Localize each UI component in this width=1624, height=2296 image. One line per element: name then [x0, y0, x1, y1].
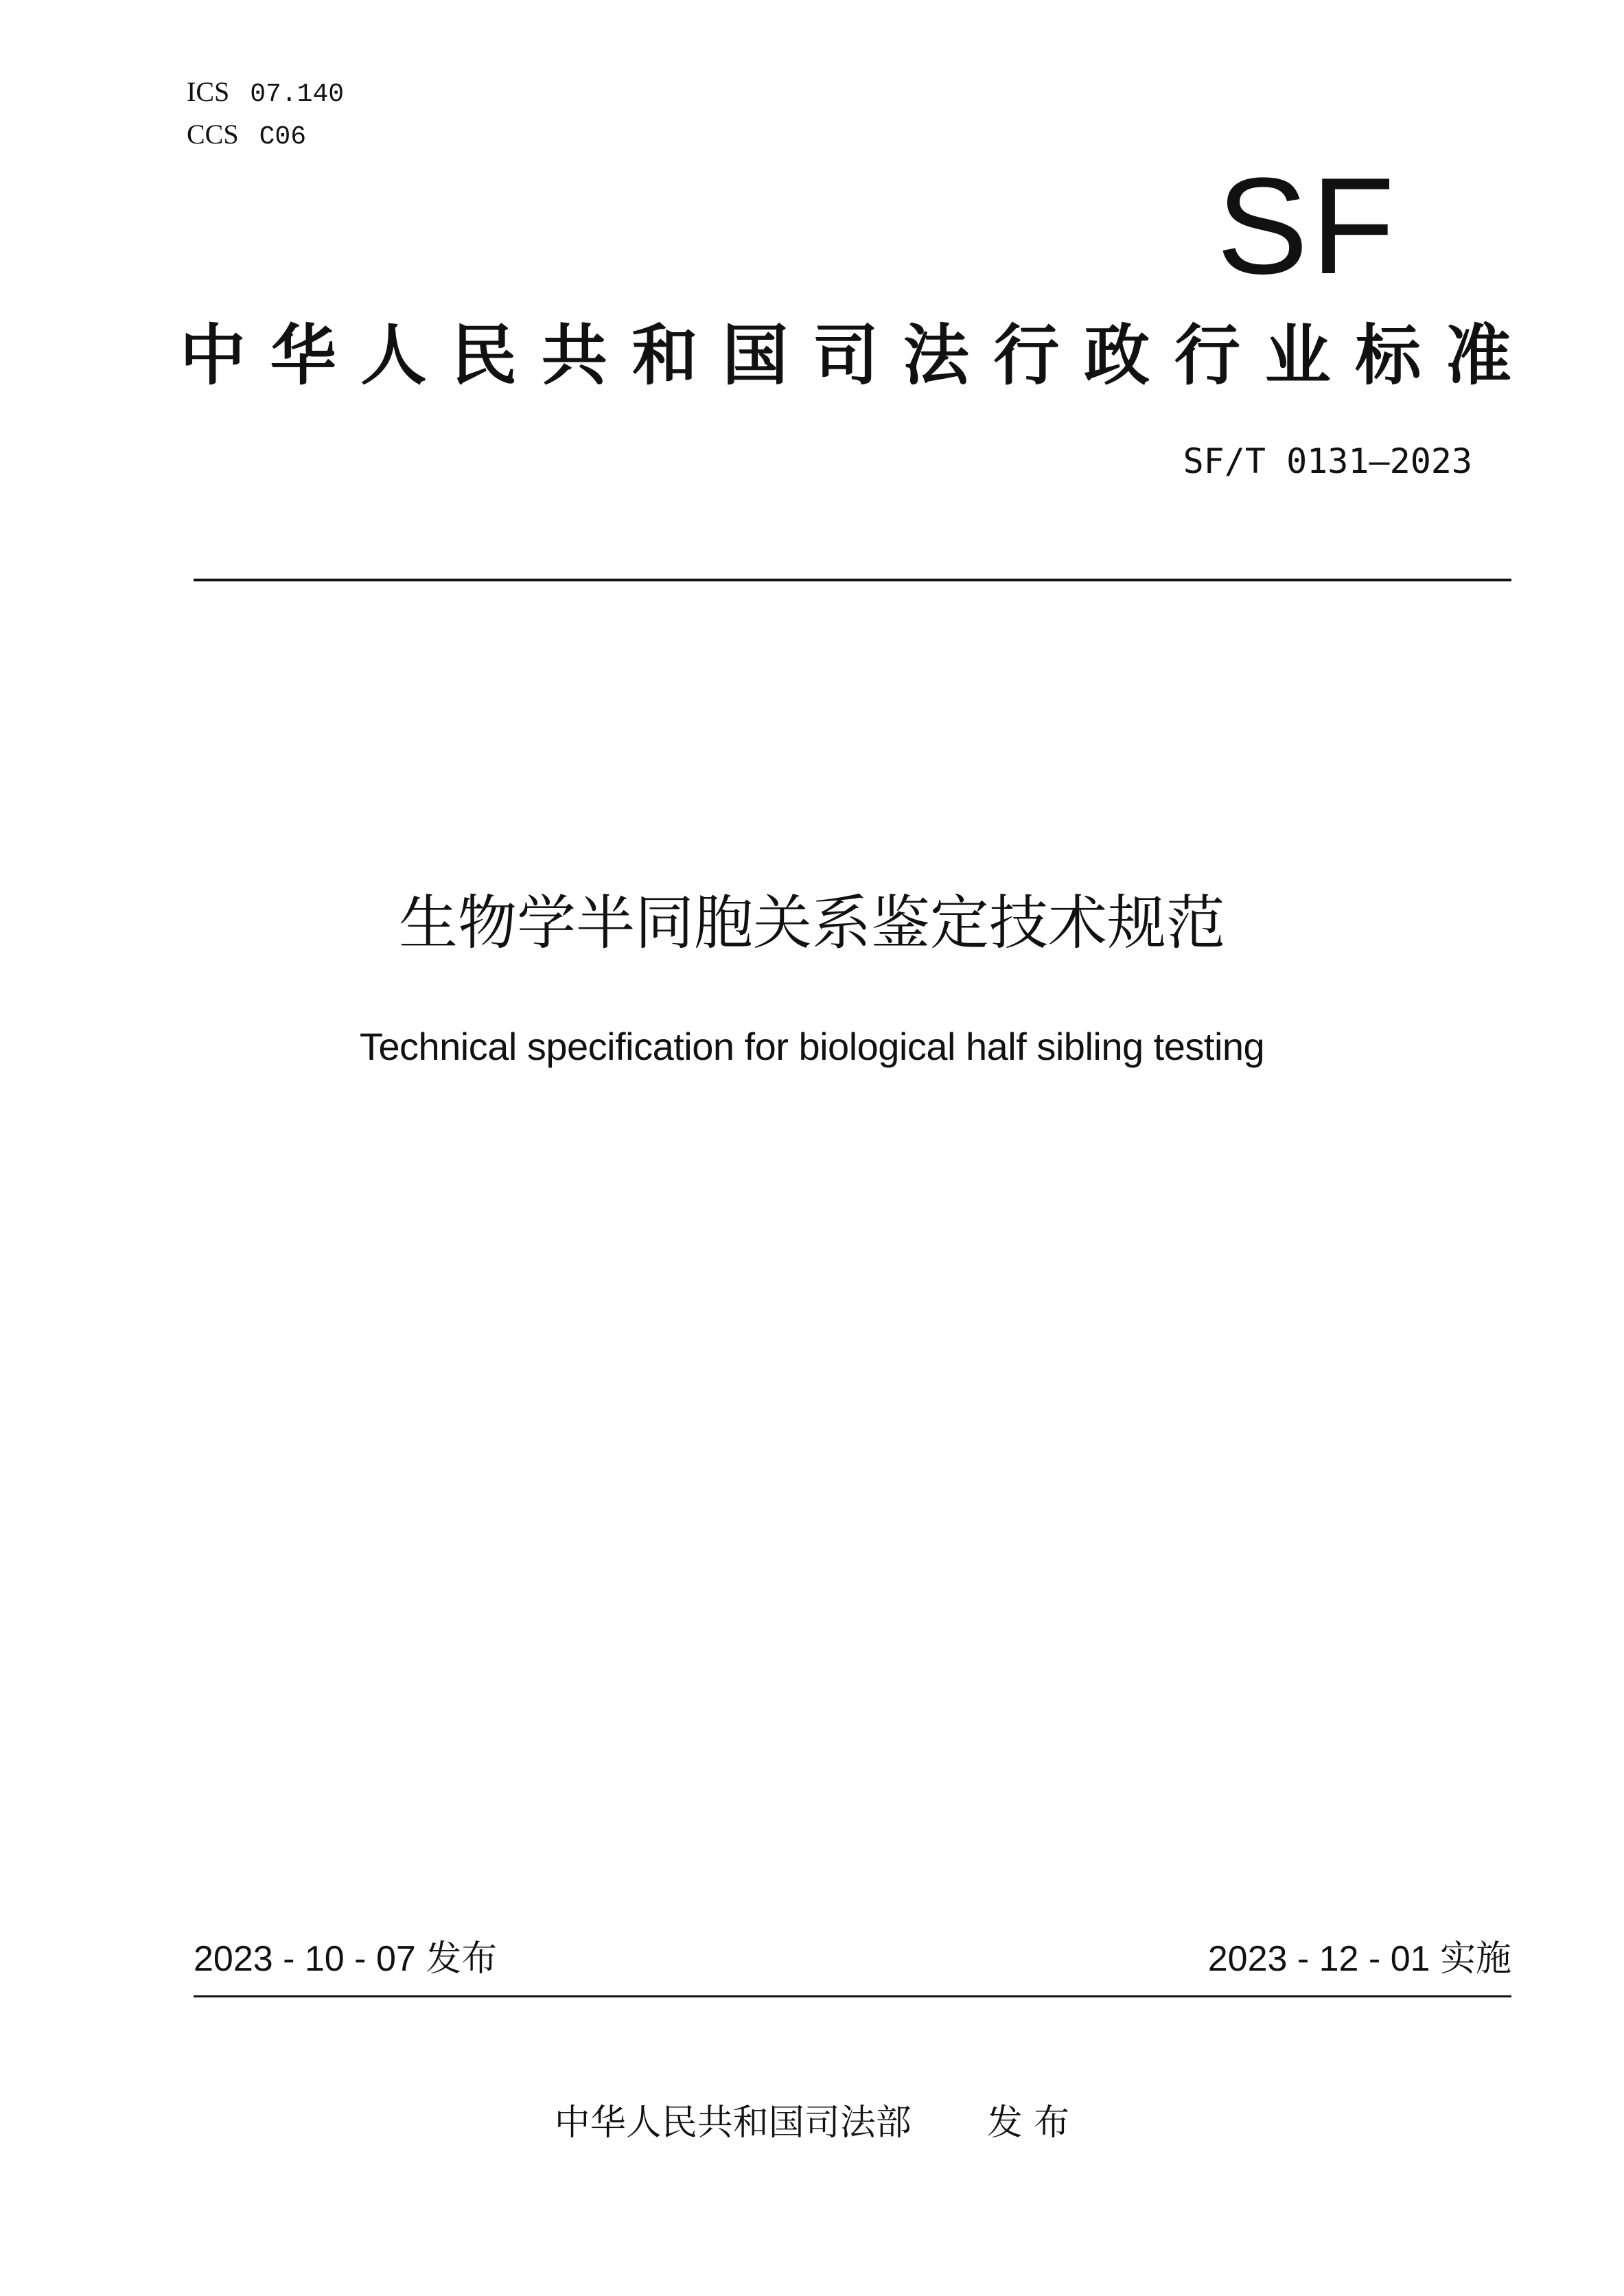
title-english: Technical specification for biological half sibling testing	[359, 1025, 1265, 1068]
title-chinese: 生物学半同胞关系鉴定技术规范	[399, 889, 1225, 958]
ics-label: ICS	[187, 76, 230, 107]
standard-number: SF/T 0131—2023	[1183, 441, 1472, 481]
publisher-line	[0, 2099, 1624, 2147]
publish-label: 发布	[426, 1939, 498, 1979]
ics-code: 07.140	[250, 80, 345, 109]
ccs-classification	[187, 118, 306, 154]
ccs-code: C06	[259, 122, 307, 152]
implement-label: 实施	[1439, 1939, 1511, 1979]
implement-date-value: 2023 - 12 - 01	[1207, 1939, 1430, 1979]
sf-logo: SF	[1216, 150, 1397, 303]
publisher-name: 中华人民共和国司法部	[554, 2102, 912, 2144]
publisher-action: 发 布	[986, 2102, 1070, 2144]
ccs-label: CCS	[187, 119, 239, 150]
footer-divider	[194, 1995, 1511, 1997]
implement-date	[1208, 1937, 1511, 1981]
publish-date-value: 2023 - 10 - 07	[194, 1939, 416, 1979]
header-divider	[194, 579, 1511, 581]
standard-category-heading: 中华人民共和国司法行政行业标准	[180, 317, 1511, 394]
publish-date	[194, 1937, 497, 1981]
ics-classification	[187, 76, 344, 111]
